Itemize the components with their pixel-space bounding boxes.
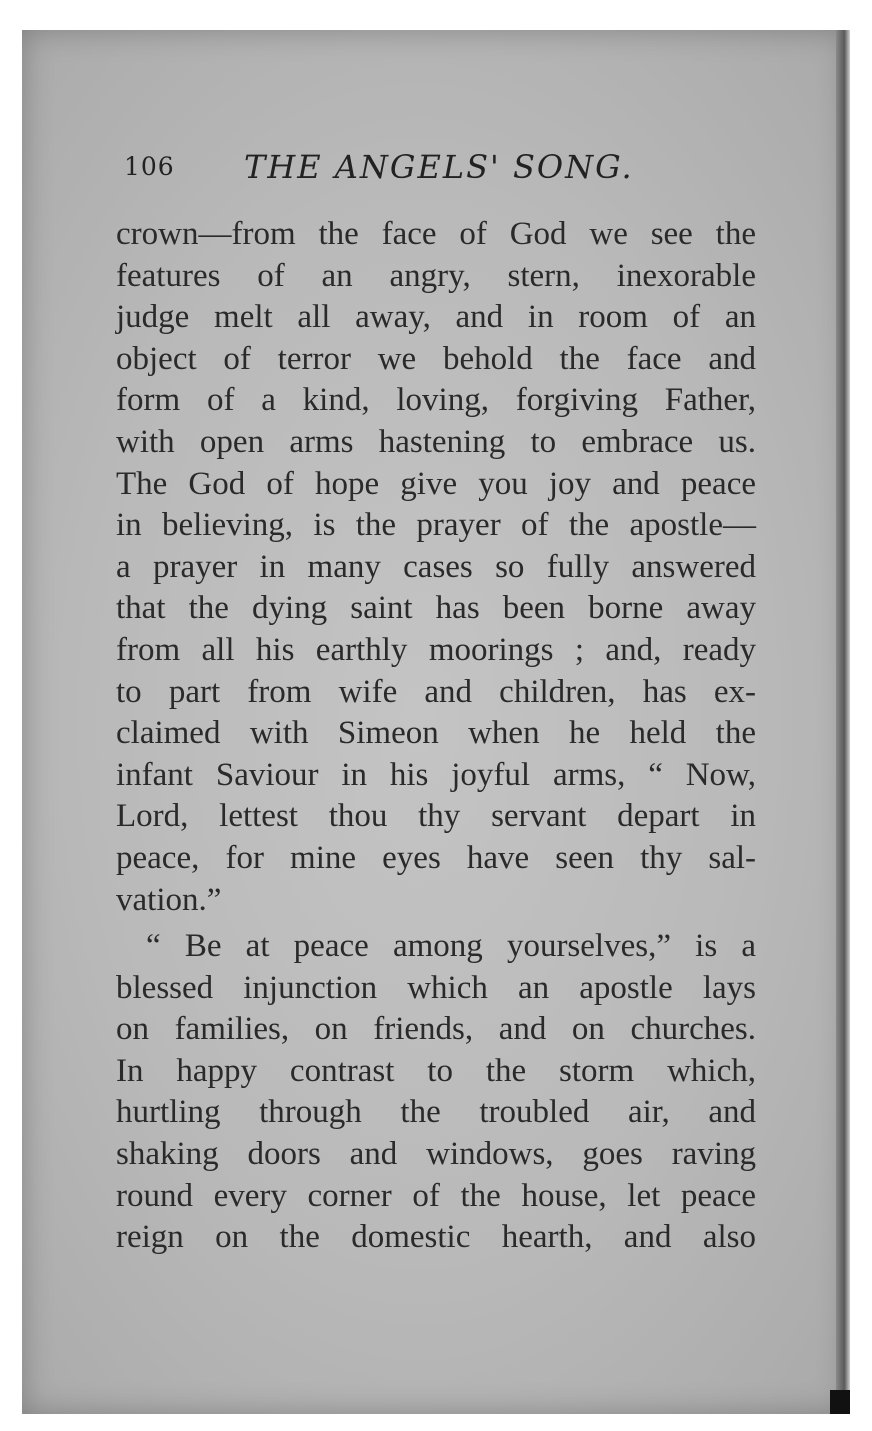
text-line: a prayer in many cases so fully answered <box>116 548 756 585</box>
text-line: vation.” <box>116 881 222 918</box>
page-edge <box>836 30 850 1414</box>
text-line: The God of hope give you joy and peace <box>116 465 756 502</box>
text-line: crown—from the face of God we see the <box>116 216 756 252</box>
text-line: on families, on friends, and on churches. <box>116 1011 756 1048</box>
page-corner-shadow <box>830 1390 850 1414</box>
page-number: 106 <box>124 152 175 181</box>
text-line: In happy contrast to the storm which, <box>116 1052 756 1089</box>
text-line: infant Saviour in his joyful arms, “ Now, <box>116 756 756 793</box>
text-line: claimed with Simeon when he held the <box>116 715 756 752</box>
text-line: from all his earthly moorings ; and, ready <box>116 631 756 668</box>
body-text <box>116 214 756 1259</box>
text-line: shaking doors and windows, goes raving <box>116 1136 756 1173</box>
text-line: in believing, is the prayer of the apostle— <box>116 507 756 544</box>
text-line: hurtling through the troubled air, and <box>116 1094 756 1131</box>
text-line: that the dying saint has been borne away <box>116 590 756 627</box>
text-line: judge melt all away, and in room of an <box>116 299 756 336</box>
text-line: peace, for mine eyes have seen thy sal- <box>116 839 756 876</box>
text-line: features of an angry, stern, inexorable <box>116 257 756 294</box>
text-line: form of a kind, loving, forgiving Father, <box>116 382 756 419</box>
text-line: object of terror we behold the face and <box>116 340 756 377</box>
text-line: blessed injunction which an apostle lays <box>116 969 756 1006</box>
text-line: Lord, lettest thou thy servant depart in <box>116 798 756 835</box>
text-line: reign on the domestic hearth, and also <box>116 1219 756 1256</box>
text-line: with open arms hastening to embrace us. <box>116 423 756 460</box>
text-line: round every corner of the house, let peace <box>116 1177 756 1214</box>
text-line: to part from wife and children, has ex- <box>116 673 756 710</box>
text-line: “ Be at peace among yourselves,” is a <box>146 928 756 965</box>
running-title: THE ANGELS' SONG. <box>244 148 634 186</box>
